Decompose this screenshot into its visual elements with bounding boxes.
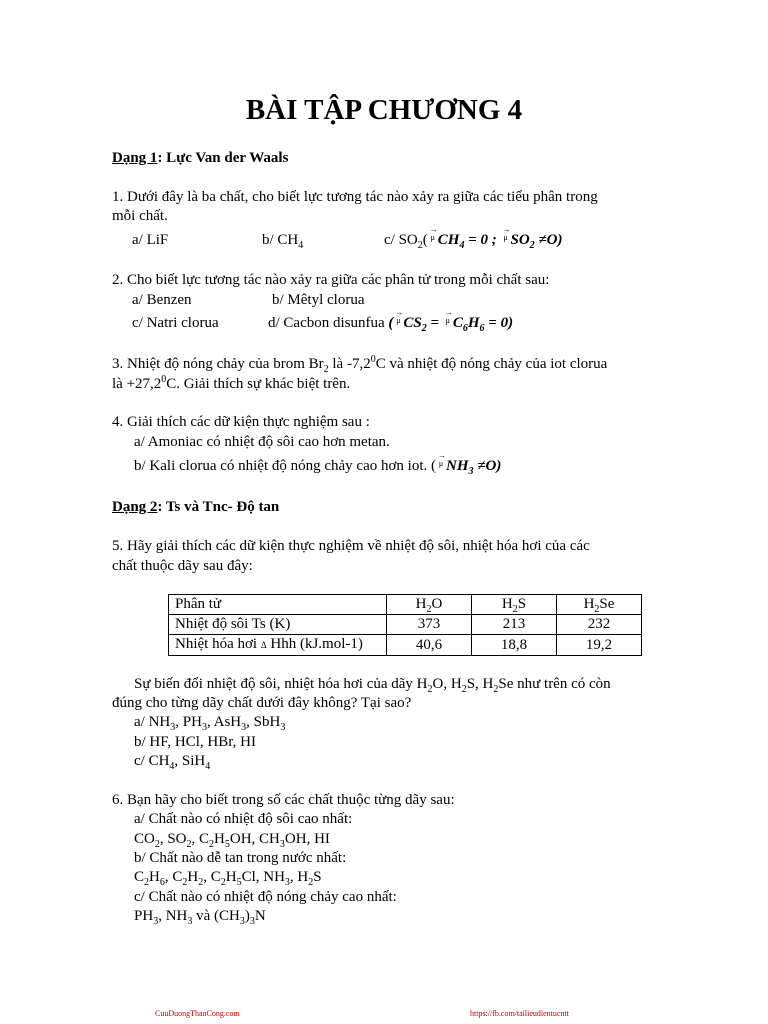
dipole-moment-symbol: → μ [443, 316, 453, 325]
table-cell: 18,8 [472, 635, 557, 656]
q5-option-a: a/ $NH_3$, $PH_3$, AsH$_3$, SbH$_3$ [134, 714, 286, 733]
q6-option-c: c/ Chất nào có nhiệt độ nóng chảy cao nhất: [134, 889, 397, 905]
section-1-title: : Lực Van der Waals [157, 150, 289, 166]
q2-option-d: d/ Cacbon disunfua (→ μ $CS_2$ = → μ $C_6H_6 = 0$) [268, 315, 513, 332]
page-title: BÀI TẬP CHƯƠNG 4 [245, 94, 523, 126]
section-1-label: Dạng 1 [112, 150, 158, 166]
q6-option-a-list: $CO_2$, $SO_2$, $C_2H_5OH$, $CH_3OH$, HI [134, 831, 330, 850]
table-row [169, 615, 642, 635]
q1-text-line2: mỗi chất. [112, 208, 168, 224]
q1-option-a: a/ LiF [132, 232, 169, 248]
table-header-cell: Phân tử [169, 595, 387, 615]
dipole-moment-symbol: → μ [436, 459, 446, 468]
q5-option-b: b/ HF, HCl, HBr, HI [134, 734, 256, 750]
dipole-moment-symbol: → μ [428, 233, 438, 242]
table-cell: 19,2 [557, 635, 642, 656]
q5-paragraph-line2: đúng cho từng dãy chất dưới đây không? Tại sao? [112, 695, 412, 711]
section-2-title: : Ts và Tnc- Độ tan [157, 499, 280, 515]
table-cell: 40,6 [387, 635, 472, 656]
q5-paragraph-line1: Sự biến đổi nhiệt độ sôi, nhiệt hóa hơi của dãy $H_2O$, $H_2S$, $H_2Se$ như trên có còn [134, 676, 611, 695]
table-row [169, 635, 642, 656]
section-1-heading [112, 150, 288, 167]
footer-facebook-link[interactable]: https://fb.com/tailieudientucntt [470, 1009, 569, 1018]
q4-option-b: b/ Kali clorua có nhiệt độ nóng chảy cao hơn iot. (→ μ $NH_3 \ne O$) [134, 458, 501, 475]
q2-option-b: b/ Mêtyl clorua [272, 292, 365, 308]
q6-option-b: b/ Chất nào dễ tan trong nước nhất: [134, 850, 347, 866]
table-cell: 232 [557, 615, 642, 635]
q3-text-line2: là $+27,2^0C$. Giải thích sự khác biệt trên. [112, 374, 351, 392]
table-cell: 213 [472, 615, 557, 635]
dipole-moment-symbol: → μ [393, 316, 403, 325]
table-header-cell: $H_2O$ [387, 595, 472, 615]
q5-text-line1: 5. Hãy giải thích các dữ kiện thực nghiệm về nhiệt độ sôi, nhiệt hóa hơi của các [112, 538, 590, 554]
table-header-cell: $H_2S$ [472, 595, 557, 615]
q6-text: 6. Bạn hãy cho biết trong số các chất thuộc từng dãy sau: [112, 792, 455, 808]
q4-option-a: a/ Amoniac có nhiệt độ sôi cao hơn metan. [134, 434, 390, 450]
q2-option-a: a/ Benzen [132, 292, 192, 308]
dipole-moment-symbol: → μ [500, 233, 510, 242]
q2-option-c: c/ Natri clorua [132, 315, 219, 331]
boiling-point-table [168, 594, 642, 656]
q4-text: 4. Giải thích các dữ kiện thực nghiệm sau : [112, 414, 370, 430]
section-2-label: Dạng 2 [112, 499, 158, 515]
q3-text-line1: 3. Nhiệt độ nóng chảy của brom $Br_2$ là $-7,2^0C$ và nhiệt độ nóng chảy của iot clorua [112, 354, 608, 375]
q1-text-line1: 1. Dưới đây là ba chất, cho biết lực tương tác nào xảy ra giữa các tiểu phân trong [112, 189, 598, 205]
table-header-row [169, 595, 642, 615]
q5-text-line2: chất thuộc dãy sau đây: [112, 558, 253, 574]
q2-text: 2. Cho biết lực tương tác nào xảy ra giữa các phân tử trong mỗi chất sau: [112, 272, 550, 288]
q6-option-c-list: $PH_3$, $NH_3$ và $(CH_3)_3N$ [134, 908, 266, 927]
table-header-cell: $H_2Se$ [557, 595, 642, 615]
q1-option-c: c/ $SO_2(\to \mu$ $CH_4 = 0$ ; → μ $SO_2 \ne O$) [384, 232, 562, 249]
q6-option-b-list: $C_2H_6$, $C_2H_2$, $C_2H_5Cl$, $NH_3$, $H_2S$ [134, 869, 322, 888]
q1-option-b: b/ $CH_4$ [262, 232, 304, 251]
table-cell: Nhiệt hóa hơi Δ Hhh (kJ.mol-1) [169, 635, 387, 656]
table-cell: Nhiệt độ sôi Ts (K) [169, 615, 387, 635]
q5-option-c: c/ $CH_4$, SiH$_4$ [134, 753, 211, 772]
q6-option-a: a/ Chất nào có nhiệt độ sôi cao nhất: [134, 811, 353, 827]
table-cell: 373 [387, 615, 472, 635]
footer-site-link[interactable]: CuuDuongThanCong.com [155, 1009, 240, 1018]
section-2-heading [112, 499, 279, 516]
